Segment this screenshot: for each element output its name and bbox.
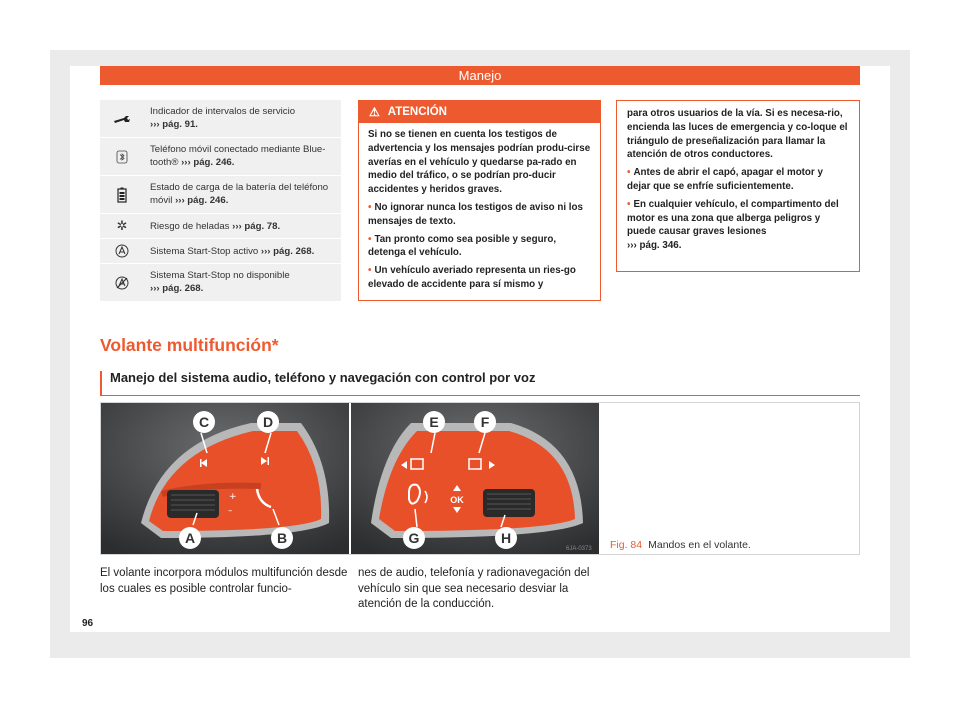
callout-d-label: D [262, 414, 274, 430]
svg-text:+: + [229, 492, 237, 502]
warning-box-continued [616, 100, 860, 272]
bullet-icon: • [627, 167, 631, 179]
row-text: Sistema Start-Stop activo [150, 246, 259, 257]
steering-wheel-left-photo [101, 403, 349, 554]
section-subtitle: Manejo del sistema audio, teléfono y navegación con control por voz [100, 371, 860, 396]
section-title: Volante multifunción* [100, 335, 279, 355]
bullet-icon: • [368, 233, 372, 245]
svg-text:–: – [228, 506, 233, 516]
bullet-icon: • [368, 265, 372, 277]
steering-wheel-right-photo [351, 403, 599, 554]
warning-bullet: • No ignorar nunca los testigos de aviso ni los mensajes de texto. [368, 201, 583, 227]
figure-caption-text: Mandos en el volante. [648, 539, 751, 551]
warning-intro: Si no se tienen en cuenta los testigos de advertencia y los mensajes podrían produ-cirse averías en el vehículo y quedarse pa-rado en medio del tráfico, o se podrían pro-ducir accidentes y heridos graves. [368, 129, 591, 196]
page-ref-link[interactable]: ››› pág. 91. [150, 119, 198, 130]
callout-a-label: A [184, 530, 196, 546]
callout-h-label: H [500, 530, 512, 546]
table-row [100, 264, 341, 302]
page-ref-link[interactable]: ››› pág. 268. [150, 283, 204, 294]
page-ref-link[interactable]: ››› pág. 346. [627, 240, 682, 252]
callout-b-label: B [276, 530, 288, 546]
callout-e-label: E [429, 414, 439, 430]
snowflake-icon: ✲ [116, 218, 128, 233]
bullet-icon: • [368, 201, 372, 213]
page-ref-link[interactable]: ››› pág. 268. [260, 246, 315, 257]
warning-bullet: • Un vehículo averiado representa un ries-go elevado de accidente para sí mismo y [368, 265, 576, 290]
body-text-col2: nes de audio, telefonía y radionavegación del vehículo sin que sea necesario desviar la atención de la conducción. [358, 567, 590, 610]
bullet-icon: • [627, 198, 631, 210]
warning-title: ATENCIÓN [387, 106, 447, 118]
body-text-col1: El volante incorpora módulos multifunción desde los cuales es posible controlar funcio- [100, 567, 348, 595]
figure-code: 6JA-0373 [566, 546, 592, 552]
warning-bullet: • Tan pronto como sea posible y seguro, detenga el vehículo. [368, 233, 557, 259]
wrench-icon [100, 100, 144, 137]
figure-caption [610, 539, 751, 551]
battery-icon [100, 176, 144, 213]
callout-c-label: C [198, 414, 210, 430]
row-text: Teléfono móvil conectado mediante Blue-tooth® [150, 144, 326, 168]
row-text: Riesgo de heladas [150, 221, 230, 232]
page-ref-link[interactable]: ››› pág. 246. [181, 157, 235, 168]
figure-number: Fig. 84 [610, 539, 643, 551]
section-header: Manejo [100, 66, 860, 85]
callout-f-label: F [480, 414, 490, 430]
table-row [100, 239, 341, 264]
warning-bullet: • Antes de abrir el capó, apagar el motor y dejar que se enfríe suficientemente. [627, 167, 823, 192]
start-stop-off-icon [100, 264, 144, 301]
indicator-icon-table [100, 100, 341, 302]
table-row [100, 138, 341, 176]
callout-g-label: G [408, 530, 420, 546]
warning-box [358, 100, 601, 301]
page-number: 96 [82, 618, 94, 629]
warning-triangle-icon: ⚠ [369, 105, 380, 119]
table-row [100, 100, 341, 138]
warning-bullet: • En cualquier vehículo, el compartimento del motor es una zona que alberga peligros y puede causar graves lesiones ››› pág. 346. [627, 198, 839, 252]
table-row [100, 176, 341, 214]
row-text: Sistema Start-Stop no disponible [150, 270, 290, 281]
row-text: Estado de carga de la batería del teléfono móvil [150, 182, 329, 206]
ok-button-label: OK [450, 495, 464, 505]
page-ref-link[interactable]: ››› pág. 246. [175, 195, 229, 206]
start-stop-icon [100, 239, 144, 263]
warning-cont-text: para otros usuarios de la vía. Si es necesa-rio, encienda las luces de emergencia y co-loque el triángulo de preseñalización para llamar la atención de otros conductores. [627, 108, 848, 161]
bluetooth-icon [100, 138, 144, 175]
table-row [100, 214, 341, 239]
row-text: Indicador de intervalos de servicio [150, 106, 296, 117]
page-ref-link[interactable]: ››› pág. 78. [232, 221, 281, 232]
